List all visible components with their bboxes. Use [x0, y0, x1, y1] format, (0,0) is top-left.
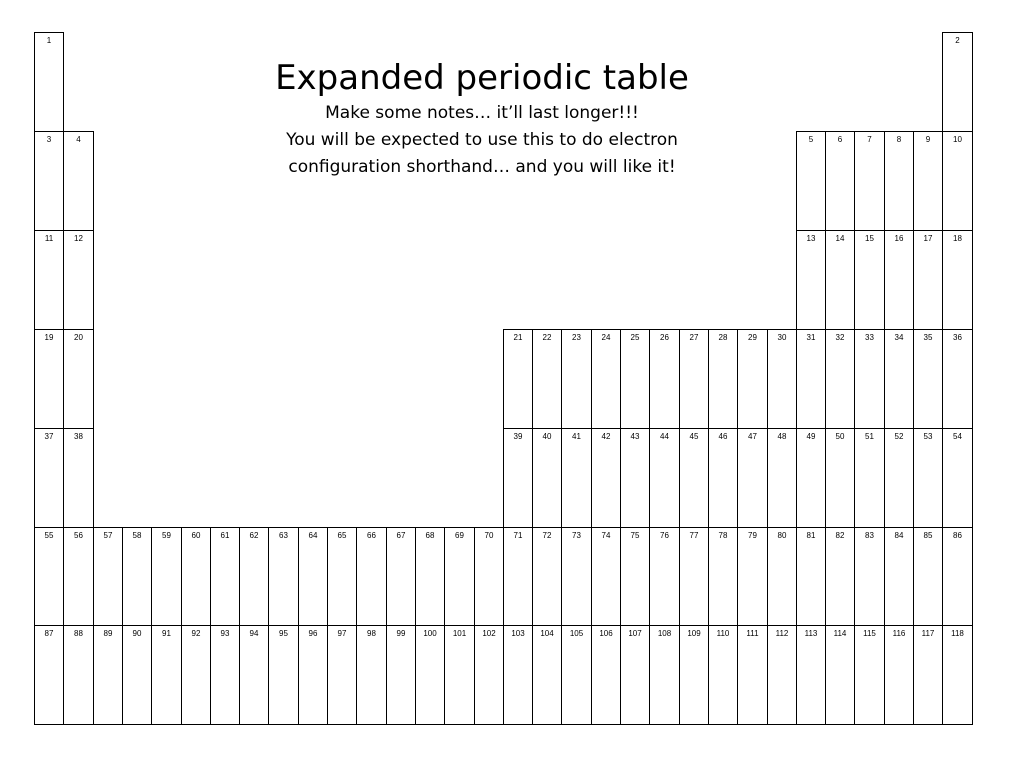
atomic-number: 98: [367, 629, 376, 638]
element-cell-108: [649, 625, 680, 725]
element-cell-75: [620, 527, 650, 626]
atomic-number: 52: [894, 432, 904, 441]
element-cell-30: [767, 329, 797, 429]
atomic-number: 41: [572, 432, 581, 441]
atomic-number: 65: [337, 531, 347, 540]
atomic-number: 75: [630, 531, 640, 540]
atomic-number: 1: [46, 36, 52, 45]
element-cell-114: [825, 625, 855, 725]
atomic-number: 16: [894, 234, 904, 243]
element-cell-34: [884, 329, 914, 429]
atomic-number: 54: [953, 432, 962, 441]
atomic-number: 101: [452, 629, 467, 638]
element-cell-45: [679, 428, 709, 528]
element-cell-21: [503, 329, 533, 429]
atomic-number: 19: [44, 333, 54, 342]
element-cell-100: [415, 625, 445, 725]
element-cell-9: [913, 131, 943, 231]
element-cell-27: [679, 329, 709, 429]
atomic-number: 109: [687, 629, 701, 638]
element-cell-59: [151, 527, 182, 626]
element-cell-106: [591, 625, 621, 725]
atomic-number: 102: [482, 629, 496, 638]
element-cell-91: [151, 625, 182, 725]
atomic-number: 89: [103, 629, 113, 638]
atomic-number: 13: [806, 234, 816, 243]
atomic-number: 40: [542, 432, 552, 441]
element-cell-14: [825, 230, 855, 330]
atomic-number: 45: [689, 432, 699, 441]
element-cell-78: [708, 527, 738, 626]
element-cell-37: [34, 428, 64, 528]
element-cell-24: [591, 329, 621, 429]
atomic-number: 77: [689, 531, 699, 540]
element-cell-79: [737, 527, 768, 626]
atomic-number: 110: [716, 629, 730, 638]
element-cell-71: [503, 527, 533, 626]
atomic-number: 43: [630, 432, 640, 441]
element-cell-97: [327, 625, 357, 725]
atomic-number: 56: [74, 531, 83, 540]
atomic-number: 17: [923, 234, 933, 243]
element-cell-73: [561, 527, 592, 626]
element-cell-89: [93, 625, 123, 725]
atomic-number: 26: [660, 333, 669, 342]
element-cell-86: [942, 527, 973, 626]
atomic-number: 70: [484, 531, 494, 540]
element-cell-80: [767, 527, 797, 626]
atomic-number: 118: [951, 629, 964, 638]
atomic-number: 82: [835, 531, 845, 540]
element-cell-96: [298, 625, 328, 725]
element-cell-43: [620, 428, 650, 528]
element-cell-62: [239, 527, 269, 626]
atomic-number: 44: [660, 432, 669, 441]
atomic-number: 93: [220, 629, 230, 638]
atomic-number: 20: [74, 333, 83, 342]
atomic-number: 62: [249, 531, 259, 540]
element-cell-41: [561, 428, 592, 528]
element-cell-118: [942, 625, 973, 725]
element-cell-22: [532, 329, 562, 429]
element-cell-11: [34, 230, 64, 330]
atomic-number: 34: [894, 333, 904, 342]
element-cell-90: [122, 625, 152, 725]
element-cell-39: [503, 428, 533, 528]
element-cell-60: [181, 527, 211, 626]
element-cell-105: [561, 625, 592, 725]
element-cell-32: [825, 329, 855, 429]
page-title: Expanded periodic table: [275, 58, 689, 98]
element-cell-2: [942, 32, 973, 132]
atomic-number: 25: [630, 333, 640, 342]
atomic-number: 2: [955, 36, 960, 45]
atomic-number: 32: [835, 333, 845, 342]
atomic-number: 97: [337, 629, 347, 638]
element-cell-68: [415, 527, 445, 626]
atomic-number: 84: [894, 531, 904, 540]
atomic-number: 87: [44, 629, 54, 638]
atomic-number: 79: [748, 531, 757, 540]
element-cell-98: [356, 625, 387, 725]
atomic-number: 49: [806, 432, 816, 441]
atomic-number: 104: [540, 629, 554, 638]
element-cell-12: [63, 230, 94, 330]
atomic-number: 50: [835, 432, 845, 441]
atomic-number: 61: [220, 531, 230, 540]
element-cell-103: [503, 625, 533, 725]
element-cell-26: [649, 329, 680, 429]
element-cell-18: [942, 230, 973, 330]
atomic-number: 108: [657, 629, 672, 638]
element-cell-29: [737, 329, 768, 429]
element-cell-42: [591, 428, 621, 528]
element-cell-36: [942, 329, 973, 429]
element-cell-17: [913, 230, 943, 330]
element-cell-16: [884, 230, 914, 330]
element-cell-3: [34, 131, 64, 231]
atomic-number: 88: [74, 629, 83, 638]
element-cell-72: [532, 527, 562, 626]
atomic-number: 3: [46, 135, 52, 144]
element-cell-112: [767, 625, 797, 725]
atomic-number: 91: [162, 629, 171, 638]
element-cell-1: [34, 32, 64, 132]
element-cell-99: [386, 625, 416, 725]
atomic-number: 27: [689, 333, 699, 342]
atomic-number: 38: [74, 432, 83, 441]
atomic-number: 15: [865, 234, 874, 243]
atomic-number: 76: [660, 531, 669, 540]
element-cell-20: [63, 329, 94, 429]
element-cell-107: [620, 625, 650, 725]
atomic-number: 80: [777, 531, 787, 540]
atomic-number: 67: [396, 531, 406, 540]
element-cell-10: [942, 131, 973, 231]
atomic-number: 23: [572, 333, 581, 342]
atomic-number: 117: [921, 629, 935, 638]
atomic-number: 29: [748, 333, 757, 342]
element-cell-111: [737, 625, 768, 725]
element-cell-69: [444, 527, 475, 626]
atomic-number: 64: [308, 531, 318, 540]
element-cell-101: [444, 625, 475, 725]
element-cell-84: [884, 527, 914, 626]
element-cell-38: [63, 428, 94, 528]
element-cell-88: [63, 625, 94, 725]
atomic-number: 105: [569, 629, 584, 638]
element-cell-94: [239, 625, 269, 725]
element-cell-13: [796, 230, 826, 330]
element-cell-55: [34, 527, 64, 626]
element-cell-46: [708, 428, 738, 528]
element-cell-102: [474, 625, 504, 725]
element-cell-82: [825, 527, 855, 626]
atomic-number: 114: [833, 629, 847, 638]
element-cell-66: [356, 527, 387, 626]
atomic-number: 31: [806, 333, 816, 342]
atomic-number: 111: [746, 629, 759, 638]
element-cell-113: [796, 625, 826, 725]
element-cell-85: [913, 527, 943, 626]
atomic-number: 63: [279, 531, 288, 540]
atomic-number: 4: [76, 135, 81, 144]
element-cell-54: [942, 428, 973, 528]
atomic-number: 21: [513, 333, 523, 342]
atomic-number: 68: [425, 531, 435, 540]
atomic-number: 60: [191, 531, 201, 540]
element-cell-61: [210, 527, 240, 626]
element-cell-40: [532, 428, 562, 528]
element-cell-28: [708, 329, 738, 429]
element-cell-19: [34, 329, 64, 429]
atomic-number: 86: [953, 531, 962, 540]
element-cell-104: [532, 625, 562, 725]
atomic-number: 74: [601, 531, 611, 540]
atomic-number: 59: [162, 531, 171, 540]
atomic-number: 48: [777, 432, 787, 441]
element-cell-15: [854, 230, 885, 330]
atomic-number: 103: [511, 629, 525, 638]
atomic-number: 78: [718, 531, 728, 540]
element-cell-49: [796, 428, 826, 528]
element-cell-109: [679, 625, 709, 725]
atomic-number: 55: [44, 531, 54, 540]
atomic-number: 24: [601, 333, 611, 342]
atomic-number: 9: [925, 135, 931, 144]
element-cell-6: [825, 131, 855, 231]
element-cell-7: [854, 131, 885, 231]
element-cell-74: [591, 527, 621, 626]
element-cell-44: [649, 428, 680, 528]
atomic-number: 95: [279, 629, 288, 638]
element-cell-56: [63, 527, 94, 626]
atomic-number: 85: [923, 531, 933, 540]
atomic-number: 58: [132, 531, 142, 540]
atomic-number: 71: [513, 531, 523, 540]
atomic-number: 99: [396, 629, 406, 638]
atomic-number: 18: [953, 234, 962, 243]
atomic-number: 92: [191, 629, 201, 638]
element-cell-92: [181, 625, 211, 725]
element-cell-76: [649, 527, 680, 626]
element-cell-117: [913, 625, 943, 725]
element-cell-5: [796, 131, 826, 231]
atomic-number: 69: [455, 531, 464, 540]
atomic-number: 113: [804, 629, 818, 638]
element-cell-115: [854, 625, 885, 725]
element-cell-87: [34, 625, 64, 725]
atomic-number: 66: [367, 531, 376, 540]
element-cell-23: [561, 329, 592, 429]
element-cell-63: [268, 527, 299, 626]
atomic-number: 28: [718, 333, 728, 342]
atomic-number: 39: [513, 432, 523, 441]
atomic-number: 8: [896, 135, 902, 144]
atomic-number: 96: [308, 629, 318, 638]
atomic-number: 53: [923, 432, 933, 441]
element-cell-31: [796, 329, 826, 429]
element-cell-64: [298, 527, 328, 626]
element-cell-65: [327, 527, 357, 626]
atomic-number: 36: [953, 333, 962, 342]
element-cell-81: [796, 527, 826, 626]
subtitle-notes: Make some notes… it’ll last longer!!!: [325, 103, 639, 123]
subtitle-expectation: You will be expected to use this to do electron: [286, 130, 678, 150]
atomic-number: 10: [953, 135, 962, 144]
heading-block: [232, 56, 732, 181]
atomic-number: 22: [542, 333, 552, 342]
element-cell-4: [63, 131, 94, 231]
element-cell-110: [708, 625, 738, 725]
atomic-number: 107: [628, 629, 642, 638]
atomic-number: 30: [777, 333, 787, 342]
element-cell-70: [474, 527, 504, 626]
atomic-number: 83: [865, 531, 874, 540]
element-cell-33: [854, 329, 885, 429]
element-cell-51: [854, 428, 885, 528]
element-cell-83: [854, 527, 885, 626]
atomic-number: 46: [718, 432, 728, 441]
atomic-number: 100: [423, 629, 437, 638]
element-cell-25: [620, 329, 650, 429]
atomic-number: 35: [923, 333, 933, 342]
element-cell-95: [268, 625, 299, 725]
atomic-number: 47: [748, 432, 757, 441]
element-cell-58: [122, 527, 152, 626]
atomic-number: 81: [806, 531, 816, 540]
atomic-number: 7: [867, 135, 872, 144]
element-cell-116: [884, 625, 914, 725]
atomic-number: 14: [835, 234, 845, 243]
atomic-number: 12: [74, 234, 83, 243]
element-cell-77: [679, 527, 709, 626]
atomic-number: 106: [599, 629, 613, 638]
atomic-number: 11: [44, 234, 54, 243]
element-cell-8: [884, 131, 914, 231]
element-cell-52: [884, 428, 914, 528]
atomic-number: 37: [44, 432, 54, 441]
atomic-number: 33: [865, 333, 874, 342]
atomic-number: 42: [601, 432, 611, 441]
atomic-number: 112: [775, 629, 789, 638]
atomic-number: 5: [808, 135, 814, 144]
element-cell-50: [825, 428, 855, 528]
element-cell-48: [767, 428, 797, 528]
element-cell-57: [93, 527, 123, 626]
atomic-number: 73: [572, 531, 581, 540]
atomic-number: 51: [865, 432, 874, 441]
subtitle-configuration: configuration shorthand… and you will like it!: [288, 157, 676, 177]
element-cell-35: [913, 329, 943, 429]
element-cell-93: [210, 625, 240, 725]
atomic-number: 57: [103, 531, 113, 540]
element-cell-67: [386, 527, 416, 626]
atomic-number: 94: [249, 629, 259, 638]
element-cell-47: [737, 428, 768, 528]
atomic-number: 6: [837, 135, 843, 144]
atomic-number: 115: [863, 629, 876, 638]
atomic-number: 72: [542, 531, 552, 540]
atomic-number: 90: [132, 629, 142, 638]
element-cell-53: [913, 428, 943, 528]
atomic-number: 116: [892, 629, 906, 638]
